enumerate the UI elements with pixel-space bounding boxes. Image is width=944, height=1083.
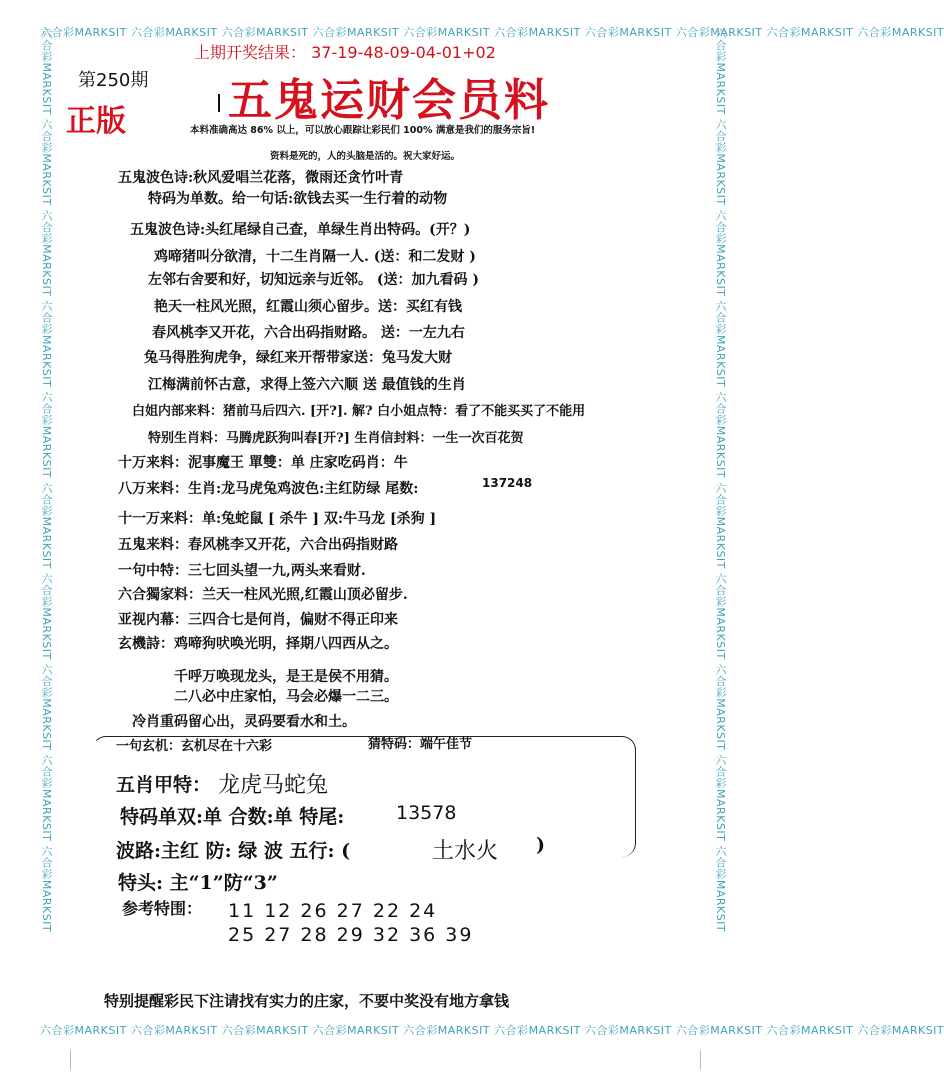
page-title: 五鬼运财会员料 xyxy=(228,75,550,126)
tail-digits: 13578 xyxy=(396,802,457,824)
five-zodiac-label: 五肖甲特： xyxy=(116,774,212,796)
tip-line: 五鬼波色诗:头红尾绿自己查，单绿生肖出特码。(开？) xyxy=(130,222,471,238)
tip-line: 兔马得胜狗虎争，绿红来开帮带家送：兔马发大财 xyxy=(144,350,452,366)
tip-line: 白姐内部来料：猪前马后四六. [开?]. 解? 白小姐点特：看了不能买买了不能用 xyxy=(132,404,586,419)
issue-number: 第250期 xyxy=(78,70,149,91)
genuine-stamp: 正版 xyxy=(66,104,126,139)
title-divider xyxy=(218,94,220,112)
previous-result: 上期开奖结果： 37-19-48-09-04-01+02 xyxy=(194,43,496,62)
tail-number: 137248 xyxy=(482,476,533,490)
odd-even-line: 特码单双:单 合数:单 特尾: xyxy=(120,806,345,828)
tip-line: 五鬼来料：春风桃李又开花，六合出码指财路 xyxy=(118,537,398,553)
tip-line: 左邻右舍要和好，切知远亲与近邻。 (送：加九看码 ) xyxy=(148,272,479,288)
tip-line: 艳天一柱风光照，红霞山须心留步。送：买红有钱 xyxy=(154,299,462,315)
tip-line: 六合獨家料：兰天一柱风光照,红霞山顶必留步. xyxy=(118,587,408,603)
motto: 资料是死的，人的头脑是活的。祝大家好运。 xyxy=(270,151,461,162)
footer-warning: 特别提醒彩民下注请找有实力的庄家，不要中奖没有地方拿钱 xyxy=(104,992,510,1010)
tip-line: 玄機詩：鸡啼狗吠唤光明，择期八四西从之。 xyxy=(118,636,398,652)
decorative-border-right: 六合彩MARKSIT 六合彩MARKSIT 六合彩MARKSIT 六合彩MARKSIT 六合彩MARKSIT 六合彩MARKSIT 六合彩MARKSIT 六合彩MARKSIT 六合彩MARKSIT 六合彩MARKSIT xyxy=(714,28,727,933)
reference-row-2: 25 27 28 29 32 36 39 xyxy=(228,924,474,946)
riddle-line: 一句玄机：玄机尽在十六彩 xyxy=(116,739,273,754)
close-paren: ) xyxy=(536,834,545,856)
decorative-border-top: 六合彩MARKSIT 六合彩MARKSIT 六合彩MARKSIT 六合彩MARKSIT 六合彩MARKSIT 六合彩MARKSIT 六合彩MARKSIT 六合彩MARKSIT 六合彩MARKSIT 六合彩MARKSIT xyxy=(40,26,944,39)
crop-mark-left xyxy=(56,1050,71,1070)
tip-line: 十万来料：泥事魔王 單雙：单 庄家吃码肖：牛 xyxy=(118,455,408,471)
poem-line: 冷肖重码留心出，灵码要看水和土。 xyxy=(132,714,356,730)
tip-line: 鸡啼猪叫分欲清，十二生肖隔一人. (送：和二发财 ) xyxy=(154,249,476,265)
tip-line: 亚视内幕：三四合七是何肖，偏财不得正印来 xyxy=(118,612,398,628)
head-line: 特头: 主“1”防“3” xyxy=(118,872,278,894)
tip-line: 一句中特：三七回头望一九,两头来看财. xyxy=(118,563,366,579)
tip-line: 五鬼波色诗:秋风爱唱兰花落，微雨还贪竹叶青 xyxy=(118,170,404,186)
poem-line: 千呼万唤现龙头，是王是侯不用猜。 xyxy=(174,669,398,685)
poem-line: 二八必中庄家怕，马会必爆一二三。 xyxy=(174,689,398,705)
tip-line: 江梅满前怀古意，求得上签六六顺 送 最值钱的生肖 xyxy=(148,377,466,393)
crop-mark-right xyxy=(700,1050,715,1070)
reference-label: 参考特围： xyxy=(122,899,203,918)
slogan: 本料准确高达 86% 以上，可以放心跟踪让彩民们 100% 满意是我们的服务宗旨! xyxy=(190,125,536,136)
animal-line: 猜特码：端午佳节 xyxy=(368,737,473,752)
tip-line: 十一万来料：单:兔蛇鼠 [ 杀牛 ] 双:牛马龙 [杀狗 ] xyxy=(118,511,437,527)
reference-row-1: 11 12 26 27 22 24 xyxy=(228,900,438,922)
decorative-border-bottom: 六合彩MARKSIT 六合彩MARKSIT 六合彩MARKSIT 六合彩MARKSIT 六合彩MARKSIT 六合彩MARKSIT 六合彩MARKSIT 六合彩MARKSIT 六合彩MARKSIT 六合彩MARKSIT xyxy=(40,1024,944,1037)
tip-line: 特码为单数。给一句话:欲钱去买一生行着的动物 xyxy=(148,191,448,207)
wave-line: 波路:主红 防: 绿 波 五行: ( xyxy=(116,840,351,862)
decorative-border-left: 六合彩MARKSIT 六合彩MARKSIT 六合彩MARKSIT 六合彩MARKSIT 六合彩MARKSIT 六合彩MARKSIT 六合彩MARKSIT 六合彩MARKSIT 六合彩MARKSIT 六合彩MARKSIT xyxy=(40,28,53,933)
five-zodiac-value: 龙虎马蛇兔 xyxy=(218,773,329,798)
five-elements: 土水火 xyxy=(432,839,499,864)
tip-line: 特别生肖料：马腾虎跃狗叫春[开?] 生肖信封料：一生一次百花贺 xyxy=(148,431,524,446)
tip-line: 春风桃李又开花，六合出码指财路。 送：一左九右 xyxy=(152,325,465,341)
tip-line: 八万来料：生肖:龙马虎兔鸡波色:主红防绿 尾数: xyxy=(118,481,419,497)
